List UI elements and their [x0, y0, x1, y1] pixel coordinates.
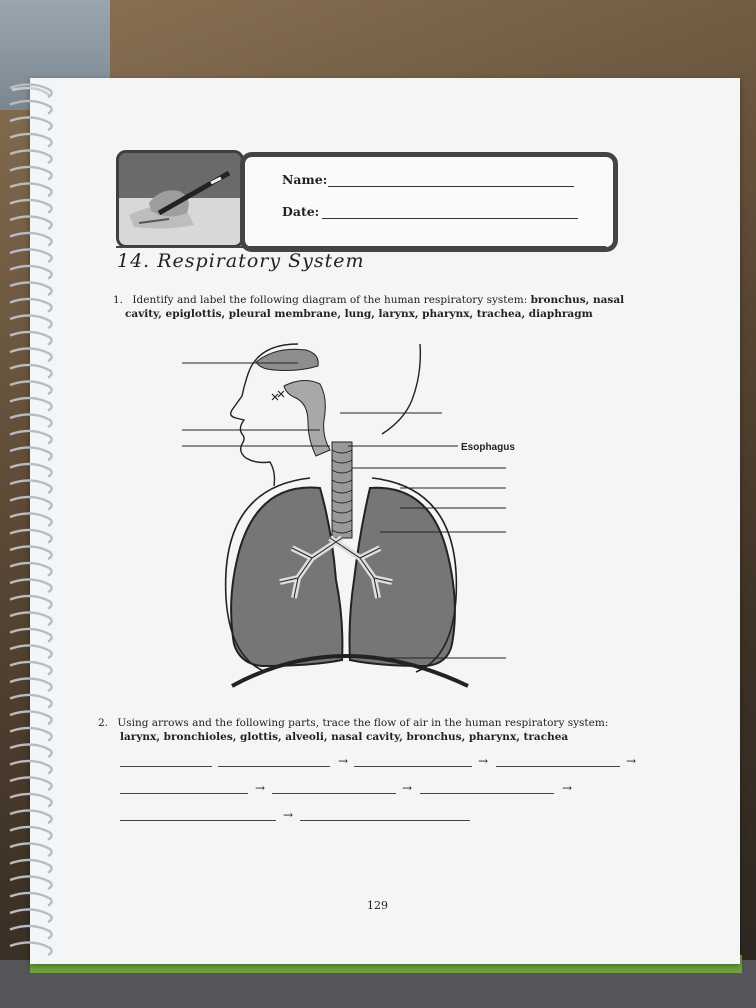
spiral-coil — [10, 398, 52, 411]
spiral-coil — [10, 266, 52, 279]
answer-blank-3[interactable] — [354, 766, 472, 767]
spiral-binding — [4, 80, 64, 960]
left-lung — [231, 488, 342, 667]
question-1-number: 1. — [113, 294, 124, 306]
pharynx-shape — [284, 380, 330, 456]
spiral-coil — [10, 167, 52, 180]
respiratory-diagram — [180, 338, 520, 694]
arrow-icon: → — [338, 754, 349, 768]
answer-blank-7[interactable] — [420, 793, 554, 794]
date-label: Date: — [282, 204, 320, 219]
spiral-coil — [10, 629, 52, 642]
spiral-coil — [10, 134, 52, 147]
spiral-coil — [10, 233, 52, 246]
arrow-icon: → — [626, 754, 637, 768]
spiral-coil — [10, 695, 52, 708]
spiral-coil — [10, 909, 52, 922]
spiral-coil — [10, 480, 52, 493]
question-1-terms-b: cavity, epiglottis, pleural membrane, lung, larynx, pharynx, trachea, diaphragm — [125, 308, 593, 320]
arrow-icon: → — [255, 781, 266, 795]
answer-blank-9[interactable] — [300, 820, 470, 821]
name-label: Name: — [282, 172, 328, 187]
question-2-prompt: Using arrows and the following parts, trace the flow of air in the human respiratory system: — [117, 717, 609, 729]
spiral-coil — [10, 315, 52, 328]
arrow-icon: → — [562, 781, 573, 795]
spiral-coil — [10, 530, 52, 543]
spiral-coil — [10, 282, 52, 295]
spiral-coil — [10, 711, 52, 724]
spiral-coil — [10, 513, 52, 526]
page-title: 14. Respiratory System — [117, 250, 365, 272]
spiral-coil — [10, 117, 52, 130]
spiral-coil — [10, 348, 52, 361]
spiral-coil — [10, 365, 52, 378]
spiral-coil — [10, 332, 52, 345]
name-field[interactable] — [328, 186, 574, 187]
spiral-coil — [10, 612, 52, 625]
question-1 — [113, 293, 633, 321]
page-number: 129 — [367, 899, 388, 912]
neck-outline — [382, 344, 420, 434]
spiral-coil — [10, 810, 52, 823]
hand-pencil-icon — [119, 153, 241, 245]
date-field[interactable] — [322, 218, 578, 219]
answer-blank-5[interactable] — [120, 793, 248, 794]
question-1-terms-a: bronchus, nasal — [530, 294, 625, 306]
spiral-coil — [10, 843, 52, 856]
spiral-coil — [10, 596, 52, 609]
spiral-coil — [10, 183, 52, 196]
answer-blank-1[interactable] — [120, 766, 212, 767]
spiral-coil — [10, 216, 52, 229]
spiral-coil — [10, 249, 52, 262]
spiral-coil — [10, 942, 52, 955]
answer-blank-6[interactable] — [272, 793, 396, 794]
spiral-coil — [10, 827, 52, 840]
spiral-coil — [10, 84, 52, 97]
question-2-number: 2. — [98, 717, 109, 729]
spiral-coil — [10, 744, 52, 757]
spiral-coil — [10, 150, 52, 163]
spiral-coil — [10, 761, 52, 774]
spiral-coil — [10, 777, 52, 790]
esophagus-label: Esophagus — [461, 442, 515, 453]
spiral-coil — [10, 893, 52, 906]
arrow-icon: → — [402, 781, 413, 795]
spiral-coil — [10, 414, 52, 427]
spiral-coil — [10, 876, 52, 889]
spiral-coil — [10, 645, 52, 658]
spiral-coil — [10, 381, 52, 394]
spiral-coil — [10, 546, 52, 559]
mouth-icon — [272, 391, 284, 400]
answer-blank-4[interactable] — [496, 766, 620, 767]
arrow-icon: → — [478, 754, 489, 768]
spiral-coil — [10, 860, 52, 873]
spiral-coil — [10, 447, 52, 460]
writing-hand-photo — [116, 150, 244, 248]
spiral-coil — [10, 497, 52, 510]
spiral-coil — [10, 101, 52, 114]
question-2 — [98, 716, 658, 744]
name-date-box — [240, 152, 618, 252]
question-1-prompt: Identify and label the following diagram of the human respiratory system: — [132, 294, 528, 306]
spiral-coil — [10, 563, 52, 576]
arrow-icon: → — [283, 808, 294, 822]
spiral-coil — [10, 678, 52, 691]
spiral-coil — [10, 662, 52, 675]
spiral-coil — [10, 200, 52, 213]
trachea-shape — [332, 442, 352, 538]
spiral-coil — [10, 579, 52, 592]
question-2-terms: larynx, bronchioles, glottis, alveoli, nasal cavity, bronchus, pharynx, trachea — [120, 731, 569, 743]
spiral-coil — [10, 299, 52, 312]
spiral-coil — [10, 431, 52, 444]
spiral-coil — [10, 926, 52, 939]
header-divider — [116, 246, 606, 248]
spiral-coil — [10, 464, 52, 477]
spiral-coil — [10, 794, 52, 807]
answer-blank-8[interactable] — [120, 820, 276, 821]
answer-blank-2[interactable] — [218, 766, 330, 767]
spiral-coil — [10, 728, 52, 741]
